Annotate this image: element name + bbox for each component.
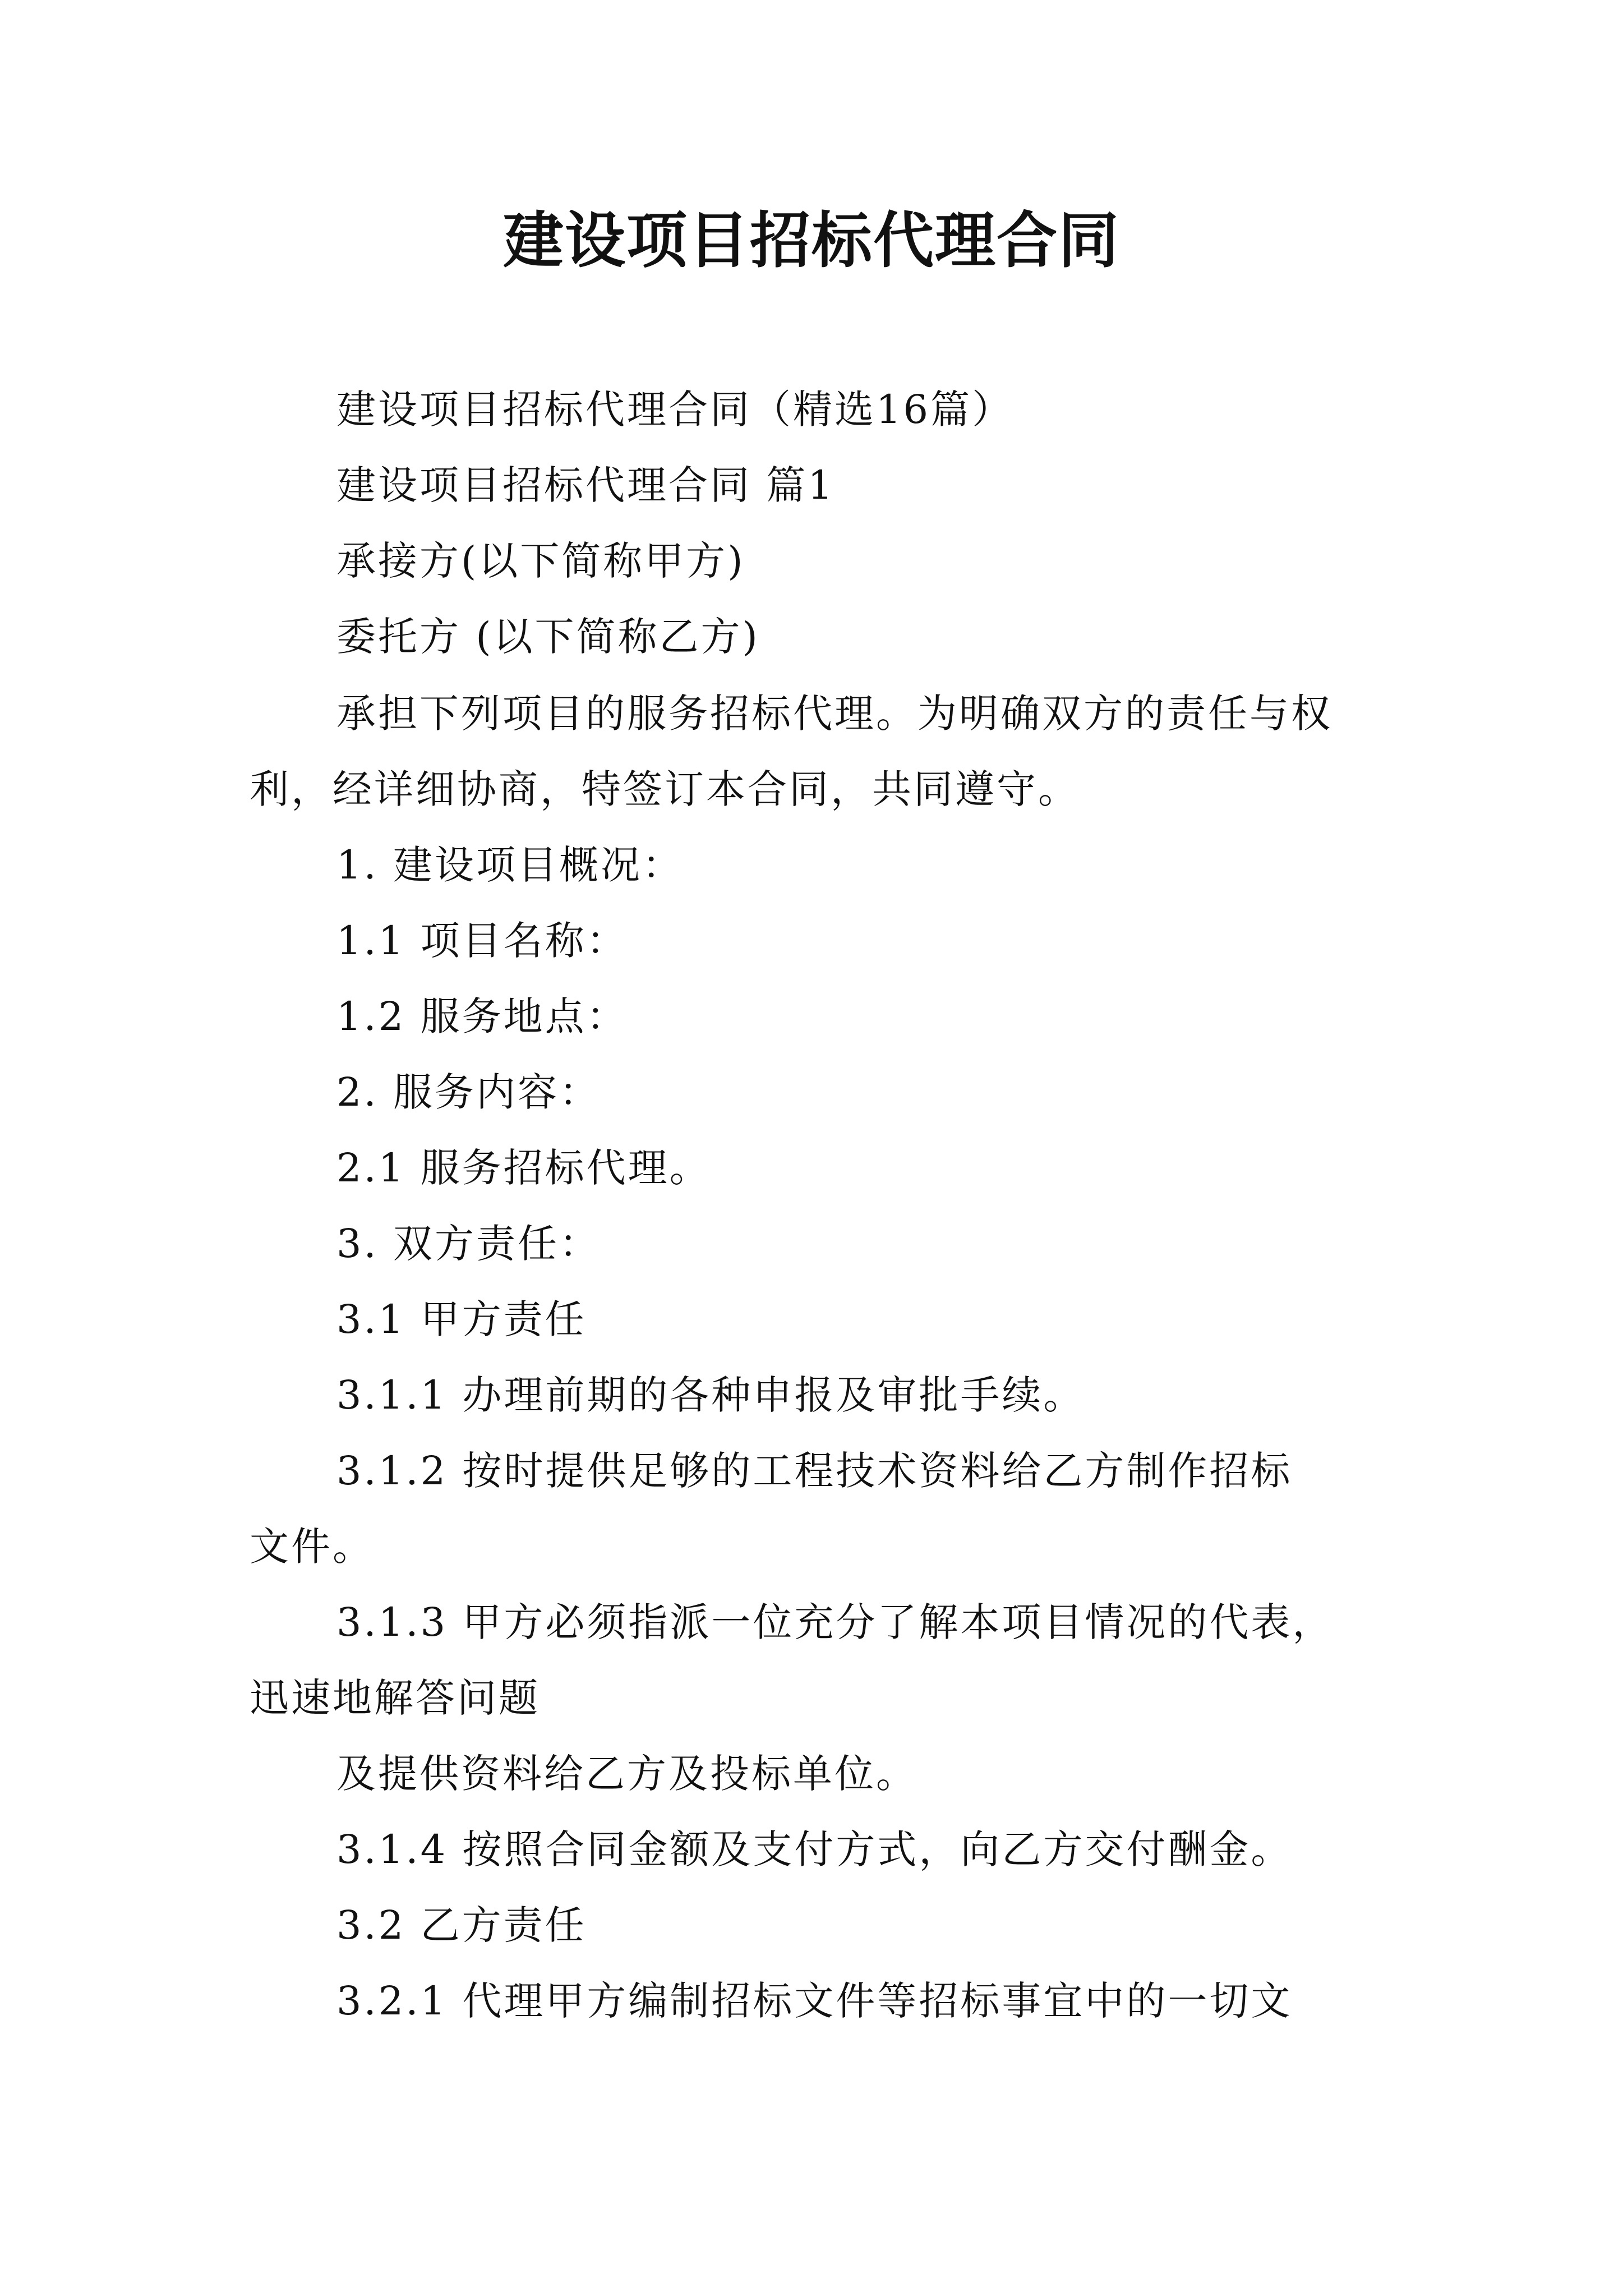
clause-line: 3.1.2 按时提供足够的工程技术资料给乙方制作招标 — [336, 1448, 1293, 1494]
clause-line: 3.2 乙方责任 — [336, 1902, 587, 1948]
clause-line: 及提供资料给乙方及投标单位。 — [336, 1751, 917, 1797]
clause-line: 迅速地解答问题 — [250, 1675, 540, 1721]
section-heading: 建设项目招标代理合同 篇1 — [336, 462, 835, 508]
clause-line: 1. 建设项目概况： — [336, 842, 684, 888]
clause-line: 3.2.1 代理甲方编制招标文件等招标事宜中的一切文 — [336, 1978, 1293, 2024]
party-a-line: 承接方(以下简称甲方) — [336, 538, 745, 584]
clause-line: 文件。 — [250, 1524, 374, 1570]
clause-line: 3.1.1 办理前期的各种申报及审批手续。 — [336, 1372, 1085, 1418]
clause-line: 1.1 项目名称： — [336, 918, 628, 964]
paragraph-line: 利，经详细协商，特签订本合同，共同遵守。 — [250, 766, 1080, 812]
party-b-line: 委托方 (以下简称乙方) — [336, 614, 760, 660]
document-title: 建设项目招标代理合同 — [502, 206, 1120, 276]
clause-line: 2. 服务内容： — [336, 1069, 601, 1115]
clause-line: 3. 双方责任： — [336, 1221, 601, 1267]
clause-line: 3.1 甲方责任 — [336, 1296, 587, 1342]
paragraph-line: 承担下列项目的服务招标代理。为明确双方的责任与权 — [336, 691, 1332, 737]
clause-line: 2.1 服务招标代理。 — [336, 1145, 711, 1191]
clause-line: 3.1.4 按照合同金额及支付方式，向乙方交付酬金。 — [336, 1826, 1293, 1872]
subtitle-line: 建设项目招标代理合同（精选16篇） — [336, 386, 1014, 432]
clause-line: 3.1.3 甲方必须指派一位充分了解本项目情况的代表， — [336, 1599, 1334, 1645]
clause-line: 1.2 服务地点： — [336, 993, 628, 1039]
